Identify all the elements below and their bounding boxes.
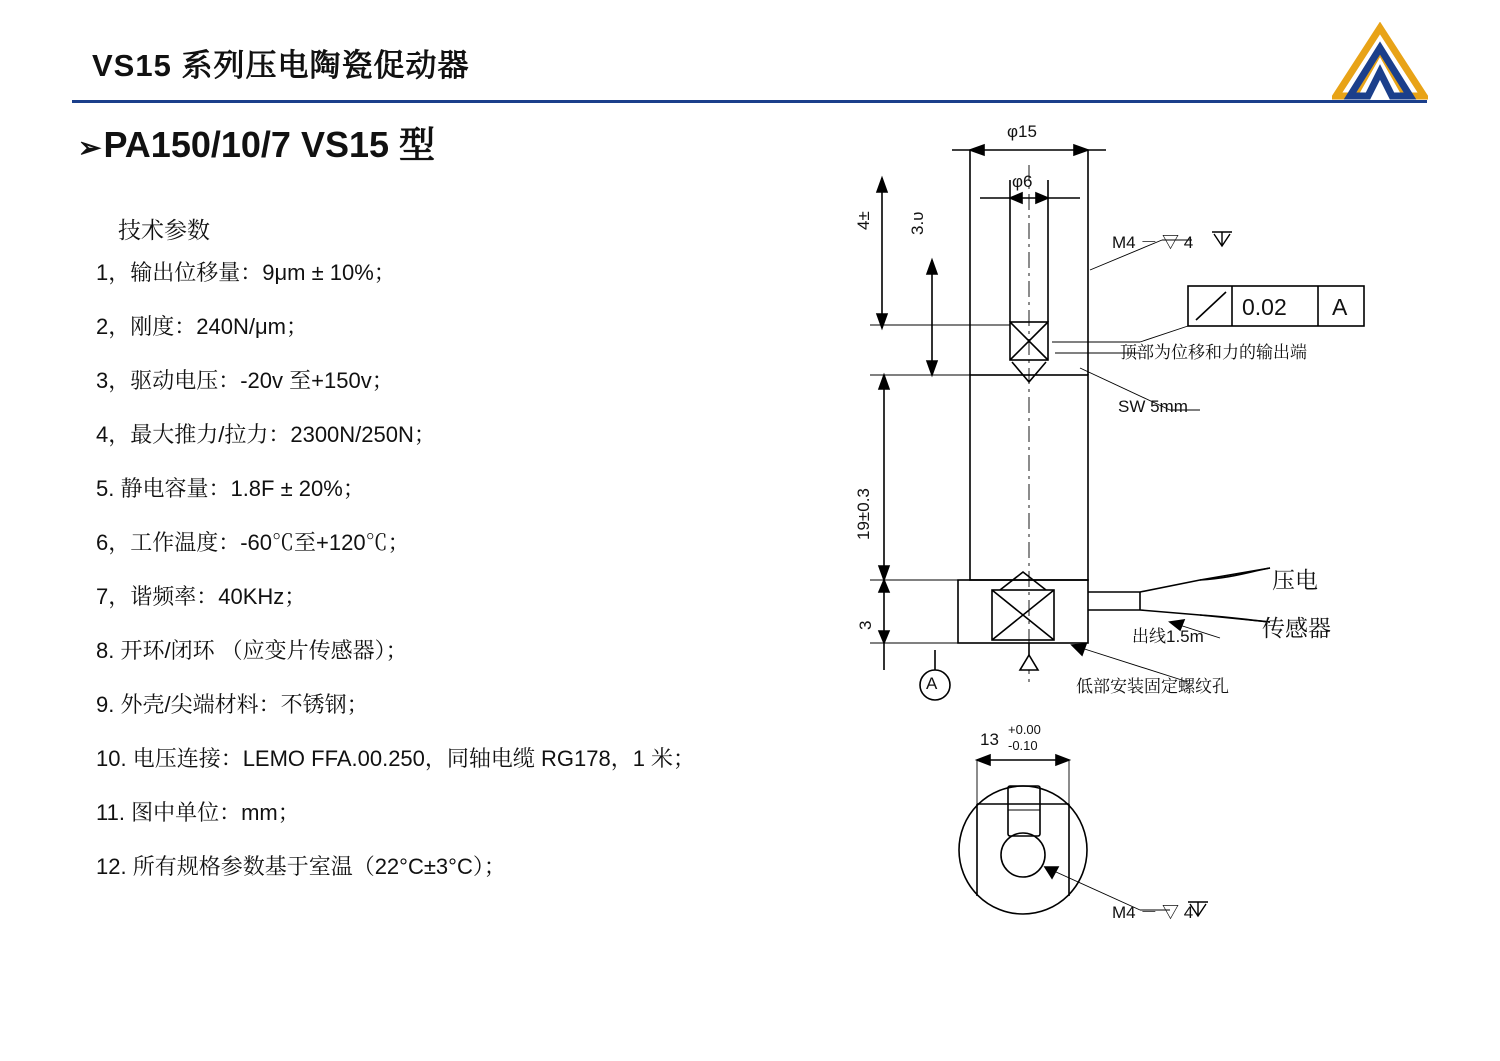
dim-phi15: φ15 (1007, 122, 1037, 141)
list-item: 11. 图中单位：mm； (96, 800, 300, 825)
model-heading (78, 117, 435, 168)
dim-3-0: 3.υ (908, 211, 927, 235)
flatness-value: 0.02 (1242, 294, 1287, 320)
page-title: VS15 系列压电陶瓷促动器 (92, 48, 470, 83)
dim-13-tol-upper: +0.00 (1008, 722, 1041, 737)
note-bottom-hole: 低部安装固定螺纹孔 (1076, 677, 1229, 696)
list-item: 10. 电压连接：LEMO FFA.00.250，同轴电缆 RG178，1 米； (96, 746, 696, 771)
sensor-label-1: 压电 (1272, 567, 1318, 593)
dim-13-tol-lower: -0.10 (1008, 738, 1038, 753)
model-label: PA150/10/7 VS15 型 (103, 124, 436, 165)
dim-19: 19±0.3 (854, 488, 873, 540)
header-divider (72, 100, 1427, 103)
dim-3: 3 (856, 620, 875, 630)
dim-13: 13 (980, 730, 999, 749)
thread-callout-top: M4 － ▽ 4 (1112, 233, 1194, 252)
list-item: 6，工作温度：-60℃至+120℃； (96, 530, 410, 555)
dim-phi6: φ6 (1012, 172, 1033, 191)
spec-list (96, 262, 856, 910)
list-item: 8. 开环/闭环 （应变片传感器）； (96, 638, 408, 663)
list-item: 3，驱动电压：-20v 至+150v； (96, 368, 394, 393)
technical-drawing (840, 110, 1480, 940)
thread-callout-bottom: M4 － ▽ 4 (1112, 903, 1194, 922)
note-top-output: 顶部为位移和力的输出端 (1120, 343, 1307, 362)
note-sw: SW 5mm (1118, 397, 1188, 416)
list-item: 7，谐频率：40KHz； (96, 584, 307, 609)
triangle-logo (1332, 22, 1428, 100)
note-wire-length: 出线1.5m (1132, 627, 1204, 646)
dim-4-plusminus: 4± (854, 211, 873, 230)
list-item: 4，最大推力/拉力：2300N/250N； (96, 422, 436, 447)
list-item: 2，刚度：240N/μm； (96, 314, 308, 339)
sensor-label-2: 传感器 (1262, 615, 1331, 641)
list-item: 9. 外壳/尖端材料：不锈钢； (96, 692, 369, 717)
list-item: 5. 静电容量：1.8F ± 20%； (96, 476, 365, 501)
datum-letter: A (1332, 294, 1348, 320)
spec-section-title: 技术参数 (118, 217, 210, 243)
list-item: 1，输出位移量：9μm ± 10%； (96, 260, 396, 285)
list-item: 12. 所有规格参数基于室温（22°C±3°C）； (96, 854, 506, 879)
datum-bubble-letter: A (926, 674, 938, 693)
bullet-arrow-icon: ➢ (78, 132, 102, 163)
